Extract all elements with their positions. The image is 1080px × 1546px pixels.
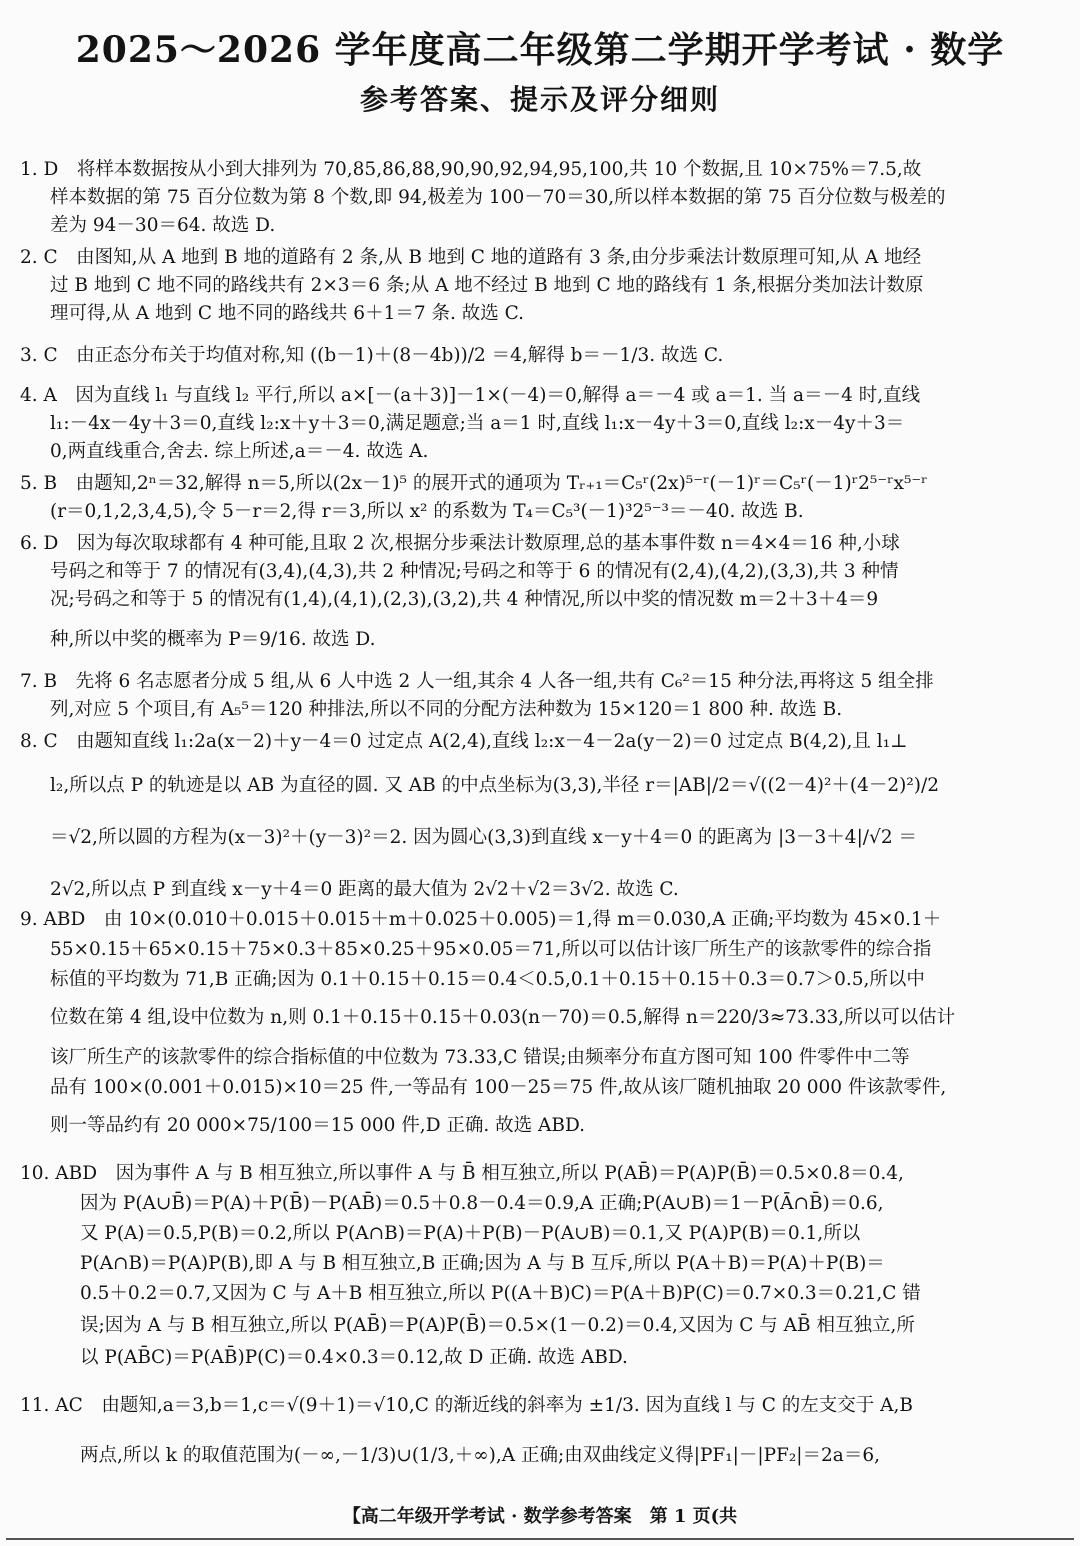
answer-5-line-1: 5. B 由题知,2ⁿ＝32,解得 n＝5,所以(2x－1)⁵ 的展开式的通项为 Tᵣ₊₁＝C₅ʳ(2x)⁵⁻ʳ(－1)ʳ＝C₅ʳ(－1)ʳ2⁵⁻ʳx⁵⁻ʳ — [20, 473, 928, 494]
answer-9-line-2: 55×0.15＋65×0.15＋75×0.3＋85×0.25＋95×0.05＝71,所以可以估计该厂所生产的该款零件的综合指 — [50, 939, 932, 960]
answer-8-line-1: 8. C 由题知直线 l₁:2a(x－2)＋y－4＝0 过定点 A(2,4),直线 l₂:x－4－2a(y－2)＝0 过定点 B(4,2),且 l₁⊥ — [20, 731, 908, 752]
answer-10-line-6: 误;因为 A 与 B 相互独立,所以 P(AB̄)＝P(A)P(B̄)＝0.5×(1－0.2)＝0.4,又因为 C 与 AB̄ 相互独立,所 — [80, 1315, 915, 1336]
footer-rule — [6, 1538, 1074, 1540]
answer-9-line-4: 位数在第 4 组,设中位数为 n,则 0.1＋0.15＋0.15＋0.03(n－70)＝0.5,解得 n＝220/3≈73.33,所以可以估计 — [50, 1007, 956, 1028]
answer-2-line-2: 过 B 地到 C 地不同的路线共有 2×3＝6 条;从 A 地不经过 B 地到 C 地的路线有 1 条,根据分类加法计数原 — [50, 275, 924, 296]
answer-8-line-3: ＝√2,所以圆的方程为(x－3)²＋(y－3)²＝2. 因为圆心(3,3)到直线 x－y＋4＝0 的距离为 |3－3＋4|/√2 ＝ — [50, 827, 917, 848]
answer-9-line-6: 品有 100×(0.001＋0.015)×10＝25 件,一等品有 100－25＝75 件,故从该厂随机抽取 20 000 件该款零件, — [50, 1077, 947, 1098]
answer-4-line-3: 0,两直线重合,舍去. 综上所述,a＝－4. 故选 A. — [50, 441, 429, 462]
answer-3-line-1: 3. C 由正态分布关于均值对称,知 ((b－1)＋(8－4b))/2 ＝4,解得 b＝－1/3. 故选 C. — [20, 345, 724, 366]
answer-1-line-1: 1. D 将样本数据按从小到大排列为 70,85,86,88,90,90,92,94,95,100,共 10 个数据,且 10×75%＝7.5,故 — [20, 159, 922, 180]
answer-1-line-2: 样本数据的第 75 百分位数为第 8 个数,即 94,极差为 100－70＝30,所以样本数据的第 75 百分位数与极差的 — [50, 187, 946, 208]
answer-10-line-7: 以 P(AB̄C)＝P(AB̄)P(C)＝0.4×0.3＝0.12,故 D 正确. 故选 ABD. — [80, 1347, 628, 1368]
answer-11-line-1: 11. AC 由题知,a＝3,b＝1,c＝√(9＋1)＝√10,C 的渐近线的斜率为 ±1/3. 因为直线 l 与 C 的左支交于 A,B — [20, 1395, 913, 1416]
answer-2-line-1: 2. C 由图知,从 A 地到 B 地的道路有 2 条,从 B 地到 C 地的道路有 3 条,由分步乘法计数原理可知,从 A 地经 — [20, 247, 922, 268]
answer-10-line-1: 10. ABD 因为事件 A 与 B 相互独立,所以事件 A 与 B̄ 相互独立,所以 P(AB̄)＝P(A)P(B̄)＝0.5×0.8＝0.4, — [20, 1163, 904, 1184]
answer-8-line-4: 2√2,所以点 P 到直线 x－y＋4＝0 距离的最大值为 2√2＋√2＝3√2. 故选 C. — [50, 879, 679, 900]
answer-9-line-1: 9. ABD 由 10×(0.010＋0.015＋0.015＋m＋0.025＋0.005)＝1,得 m＝0.030,A 正确;平均数为 45×0.1＋ — [20, 909, 942, 930]
answer-2-line-3: 理可得,从 A 地到 C 地不同的路线共 6＋1＝7 条. 故选 C. — [50, 303, 525, 324]
answer-10-line-3: 又 P(A)＝0.5,P(B)＝0.2,所以 P(A∩B)＝P(A)＋P(B)－P(A∪B)＝0.1,又 P(A)P(B)＝0.1,所以 — [80, 1223, 861, 1244]
answer-4-line-2: l₁:－4x－4y＋3＝0,直线 l₂:x＋y＋3＝0,满足题意;当 a＝1 时,直线 l₁:x－4y＋3＝0,直线 l₂:x－4y＋3＝ — [50, 413, 905, 434]
answer-8-line-2: l₂,所以点 P 的轨迹是以 AB 为直径的圆. 又 AB 的中点坐标为(3,3),半径 r＝|AB|/2＝√((2－4)²＋(4－2)²)/2 — [50, 775, 940, 796]
page-footer: 【高二年级开学考试 · 数学参考答案 第 1 页(共 — [342, 1506, 738, 1527]
answer-6-line-4: 种,所以中奖的概率为 P＝9/16. 故选 D. — [50, 629, 376, 650]
answer-7-line-1: 7. B 先将 6 名志愿者分成 5 组,从 6 人中选 2 人一组,其余 4 人各一组,共有 C₆²＝15 种分法,再将这 5 组全排 — [20, 671, 934, 692]
answer-7-line-2: 列,对应 5 个项目,有 A₅⁵＝120 种排法,所以不同的分配方法种数为 15×120＝1 800 种. 故选 B. — [50, 699, 843, 720]
answer-6-line-2: 号码之和等于 7 的情况有(3,4),(4,3),共 2 种情况;号码之和等于 6 的情况有(2,4),(4,2),(3,3),共 3 种情 — [50, 561, 899, 582]
answer-9-line-7: 则一等品约有 20 000×75/100＝15 000 件,D 正确. 故选 ABD. — [50, 1115, 586, 1136]
page-subtitle: 参考答案、提示及评分细则 — [359, 83, 720, 116]
answer-9-line-3: 标值的平均数为 71,B 正确;因为 0.1＋0.15＋0.15＝0.4＜0.5,0.1＋0.15＋0.15＋0.3＝0.7＞0.5,所以中 — [50, 969, 925, 990]
answer-10-line-2: 因为 P(A∪B̄)＝P(A)＋P(B̄)－P(AB̄)＝0.5＋0.8－0.4＝0.9,A 正确;P(A∪B)＝1－P(Ā∩B̄)＝0.6, — [80, 1193, 884, 1214]
answer-5-line-2: (r＝0,1,2,3,4,5),令 5－r＝2,得 r＝3,所以 x² 的系数为 T₄＝C₅³(－1)³2⁵⁻³＝－40. 故选 B. — [50, 501, 804, 522]
answer-6-line-1: 6. D 因为每次取球都有 4 种可能,且取 2 次,根据分步乘法计数原理,总的基本事件数 n＝4×4＝16 种,小球 — [20, 533, 900, 554]
answer-1-line-3: 差为 94－30＝64. 故选 D. — [50, 215, 276, 236]
answer-10-line-4: P(A∩B)＝P(A)P(B),即 A 与 B 相互独立,B 正确;因为 A 与 B 互斥,所以 P(A＋B)＝P(A)＋P(B)＝ — [80, 1253, 885, 1274]
page-title: 2025～2026 学年度高二年级第二学期开学考试 · 数学 — [75, 29, 1005, 71]
answer-9-line-5: 该厂所生产的该款零件的综合指标值的中位数为 73.33,C 错误;由频率分布直方图可知 100 件零件中二等 — [50, 1047, 910, 1068]
answer-6-line-3: 况;号码之和等于 5 的情况有(1,4),(4,1),(2,3),(3,2),共 4 种情况,所以中奖的情况数 m＝2＋3＋4＝9 — [50, 589, 879, 610]
answer-4-line-1: 4. A 因为直线 l₁ 与直线 l₂ 平行,所以 a×[－(a＋3)]－1×(－4)＝0,解得 a＝－4 或 a＝1. 当 a＝－4 时,直线 — [20, 385, 921, 406]
answer-10-line-5: 0.5＋0.2＝0.7,又因为 C 与 A＋B 相互独立,所以 P((A＋B)C)＝P(A＋B)P(C)＝0.7×0.3＝0.21,C 错 — [80, 1283, 921, 1304]
answer-11-line-2: 两点,所以 k 的取值范围为(－∞,－1/3)∪(1/3,＋∞),A 正确;由双曲线定义得|PF₁|－|PF₂|＝2a＝6, — [80, 1445, 880, 1466]
